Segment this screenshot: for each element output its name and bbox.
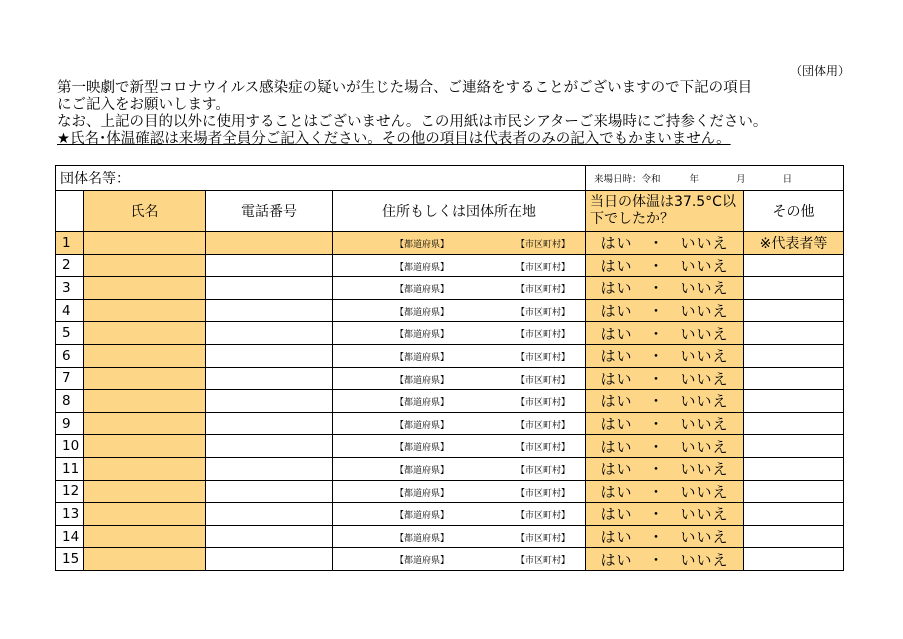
table-row (56, 457, 844, 480)
row-number: 6 (56, 344, 84, 367)
temperature-answer[interactable]: はい ・ いいえ (586, 435, 744, 458)
row-number: 10 (56, 435, 84, 458)
row-number: 8 (56, 390, 84, 413)
city-tag: 【市区町村】 (516, 307, 571, 318)
header-name: 氏名 (84, 191, 206, 232)
month-label: 月 (736, 174, 746, 185)
table-row (56, 367, 844, 390)
visit-date-field[interactable] (586, 166, 844, 191)
address-cell[interactable] (333, 457, 586, 480)
visit-date-label: 来場日時：令和 (594, 174, 661, 185)
temperature-answer[interactable]: はい ・ いいえ (586, 344, 744, 367)
row-number: 5 (56, 322, 84, 345)
temperature-answer[interactable]: はい ・ いいえ (586, 412, 744, 435)
other-cell[interactable] (744, 525, 844, 548)
temperature-answer[interactable]: はい ・ いいえ (586, 277, 744, 300)
phone-cell[interactable] (206, 435, 333, 458)
header-row (56, 191, 844, 232)
row-number: 1 (56, 232, 84, 255)
phone-cell[interactable] (206, 254, 333, 277)
other-cell[interactable] (744, 548, 844, 571)
other-cell[interactable] (744, 435, 844, 458)
name-cell[interactable] (84, 503, 206, 526)
prefecture-tag: 【都道府県】 (395, 307, 450, 318)
instruction-line-3: なお、上記の目的以外に使用することはございません。この用紙は市民シアターご来場時にご持参ください。 (57, 114, 768, 130)
header-other: その他 (744, 191, 844, 232)
name-cell[interactable] (84, 525, 206, 548)
temperature-answer[interactable]: はい ・ いいえ (586, 457, 744, 480)
phone-cell[interactable] (206, 344, 333, 367)
instruction-line-4: ★氏名･体温確認は来場者全員分ご記入ください。その他の項目は代表者のみの記入でもかまいません。 (57, 131, 731, 147)
row-number: 4 (56, 299, 84, 322)
city-tag: 【市区町村】 (516, 398, 571, 409)
address-cell[interactable] (333, 344, 586, 367)
row-number: 13 (56, 503, 84, 526)
address-cell[interactable] (333, 503, 586, 526)
address-cell[interactable] (333, 322, 586, 345)
prefecture-tag: 【都道府県】 (395, 465, 450, 476)
name-cell[interactable] (84, 254, 206, 277)
table-row (56, 390, 844, 413)
row-number: 11 (56, 457, 84, 480)
city-tag: 【市区町村】 (516, 285, 571, 296)
prefecture-tag: 【都道府県】 (395, 443, 450, 454)
table-row (56, 277, 844, 300)
city-tag: 【市区町村】 (516, 420, 571, 431)
row-number: 14 (56, 525, 84, 548)
name-cell[interactable] (84, 367, 206, 390)
prefecture-tag: 【都道府県】 (395, 240, 450, 250)
row-number: 7 (56, 367, 84, 390)
year-label: 年 (689, 174, 700, 185)
other-cell[interactable] (744, 390, 844, 413)
city-tag: 【市区町村】 (516, 488, 571, 499)
other-cell[interactable] (744, 322, 844, 345)
city-tag: 【市区町村】 (516, 330, 571, 341)
table-row (56, 232, 844, 255)
instructions (57, 80, 857, 148)
city-tag: 【市区町村】 (516, 240, 571, 250)
other-cell[interactable] (744, 480, 844, 503)
phone-cell[interactable] (206, 299, 333, 322)
address-cell[interactable] (333, 390, 586, 413)
city-tag: 【市区町村】 (516, 375, 571, 386)
prefecture-tag: 【都道府県】 (395, 352, 450, 363)
prefecture-tag: 【都道府県】 (395, 488, 450, 499)
prefecture-tag: 【都道府県】 (395, 420, 450, 431)
address-cell[interactable] (333, 254, 586, 277)
address-cell[interactable] (333, 299, 586, 322)
address-cell[interactable] (333, 277, 586, 300)
prefecture-tag: 【都道府県】 (395, 375, 450, 386)
city-tag: 【市区町村】 (516, 262, 571, 273)
other-cell[interactable] (744, 412, 844, 435)
other-cell[interactable] (744, 503, 844, 526)
instruction-line-1: 第一映劇で新型コロナウイルス感染症の疑いが生じた場合、ご連絡をすることがございますので下記の項目 (57, 80, 753, 96)
group-info-row (56, 166, 844, 191)
address-cell[interactable] (333, 480, 586, 503)
city-tag: 【市区町村】 (516, 352, 571, 363)
table-row (56, 435, 844, 458)
phone-cell[interactable] (206, 412, 333, 435)
temperature-answer[interactable]: はい ・ いいえ (586, 525, 744, 548)
group-name-field[interactable] (56, 166, 586, 191)
table-row (56, 525, 844, 548)
address-cell[interactable] (333, 412, 586, 435)
address-cell[interactable] (333, 367, 586, 390)
table-row (56, 548, 844, 571)
temperature-answer[interactable]: はい ・ いいえ (586, 299, 744, 322)
table-row (56, 299, 844, 322)
other-cell[interactable] (744, 344, 844, 367)
table-row (56, 480, 844, 503)
prefecture-tag: 【都道府県】 (395, 398, 450, 409)
other-cell[interactable] (744, 299, 844, 322)
name-cell[interactable] (84, 435, 206, 458)
address-cell[interactable] (333, 548, 586, 571)
table-row (56, 503, 844, 526)
other-cell[interactable] (744, 254, 844, 277)
form-type-tag: （団体用） (789, 64, 850, 78)
phone-cell[interactable] (206, 277, 333, 300)
address-cell[interactable] (333, 435, 586, 458)
temperature-answer[interactable]: はい ・ いいえ (586, 548, 744, 571)
table-row (56, 344, 844, 367)
prefecture-tag: 【都道府県】 (395, 511, 450, 522)
prefecture-tag: 【都道府県】 (395, 285, 450, 296)
prefecture-tag: 【都道府県】 (395, 330, 450, 341)
name-cell[interactable] (84, 277, 206, 300)
temperature-answer[interactable]: はい ・ いいえ (586, 390, 744, 413)
row-number: 9 (56, 412, 84, 435)
table-row (56, 412, 844, 435)
phone-cell[interactable] (206, 232, 333, 255)
other-cell[interactable] (744, 457, 844, 480)
phone-cell[interactable] (206, 322, 333, 345)
temperature-answer[interactable]: はい ・ いいえ (586, 254, 744, 277)
other-cell[interactable] (744, 277, 844, 300)
instruction-line-2: にご記入をお願いします。 (57, 97, 230, 113)
header-phone: 電話番号 (206, 191, 333, 232)
city-tag: 【市区町村】 (516, 443, 571, 454)
name-cell[interactable] (84, 322, 206, 345)
phone-cell[interactable] (206, 525, 333, 548)
row-number: 12 (56, 480, 84, 503)
city-tag: 【市区町村】 (516, 556, 571, 567)
other-cell[interactable]: ※代表者等 (744, 232, 844, 255)
phone-cell[interactable] (206, 367, 333, 390)
table-row (56, 254, 844, 277)
name-cell[interactable] (84, 457, 206, 480)
phone-cell[interactable] (206, 503, 333, 526)
prefecture-tag: 【都道府県】 (395, 556, 450, 567)
temperature-answer[interactable]: はい ・ いいえ (586, 232, 744, 255)
group-name-label: 団体名等： (60, 171, 130, 187)
phone-cell[interactable] (206, 457, 333, 480)
address-cell[interactable] (333, 525, 586, 548)
address-cell[interactable] (333, 232, 586, 255)
other-cell[interactable] (744, 367, 844, 390)
table-row (56, 322, 844, 345)
day-label: 日 (782, 174, 793, 185)
prefecture-tag: 【都道府県】 (395, 533, 450, 544)
prefecture-tag: 【都道府県】 (395, 262, 450, 273)
phone-cell[interactable] (206, 548, 333, 571)
city-tag: 【市区町村】 (516, 533, 571, 544)
temperature-answer[interactable]: はい ・ いいえ (586, 480, 744, 503)
header-number (56, 191, 84, 232)
header-address: 住所もしくは団体所在地 (333, 191, 586, 232)
name-cell[interactable] (84, 232, 206, 255)
name-cell[interactable] (84, 548, 206, 571)
name-cell[interactable] (84, 412, 206, 435)
temperature-answer[interactable]: はい ・ いいえ (586, 367, 744, 390)
header-temperature: 当日の体温は37.5°C以下でしたか？ (586, 191, 744, 232)
row-number: 2 (56, 254, 84, 277)
row-number: 15 (56, 548, 84, 571)
attendee-form-table (55, 165, 844, 571)
phone-cell[interactable] (206, 390, 333, 413)
name-cell[interactable] (84, 299, 206, 322)
city-tag: 【市区町村】 (516, 511, 571, 522)
row-number: 3 (56, 277, 84, 300)
phone-cell[interactable] (206, 480, 333, 503)
temperature-answer[interactable]: はい ・ いいえ (586, 322, 744, 345)
name-cell[interactable] (84, 344, 206, 367)
name-cell[interactable] (84, 480, 206, 503)
name-cell[interactable] (84, 390, 206, 413)
temperature-answer[interactable]: はい ・ いいえ (586, 503, 744, 526)
city-tag: 【市区町村】 (516, 465, 571, 476)
